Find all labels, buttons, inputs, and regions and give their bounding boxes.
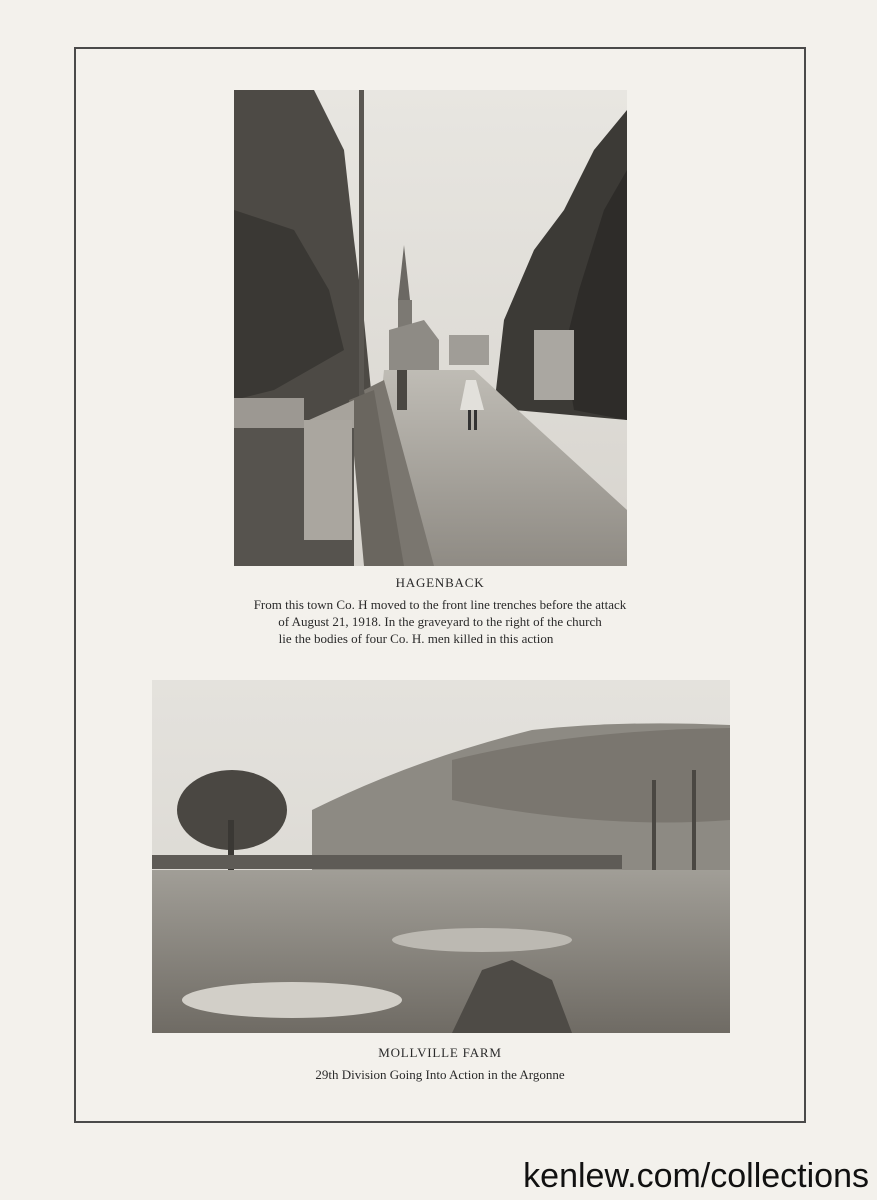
hagenback-caption-line-2: of August 21, 1918. In the graveyard to the right of the church [278, 614, 602, 629]
watermark-text: kenlew.com/collections [523, 1157, 869, 1195]
hagenback-photo [234, 90, 627, 566]
mollville-farm-caption: 29th Division Going Into Action in the Argonne [315, 1067, 565, 1082]
mollville-farm-title: MOLLVILLE FARM [378, 1045, 502, 1060]
mollville-farm-photo [152, 680, 730, 1033]
hagenback-caption-line-1: From this town Co. H moved to the front line trenches before the attack [253, 597, 627, 612]
hagenback-title: HAGENBACK [395, 575, 485, 590]
hagenback-caption-line-3: lie the bodies of four Co. H. men killed in this action [278, 631, 554, 646]
